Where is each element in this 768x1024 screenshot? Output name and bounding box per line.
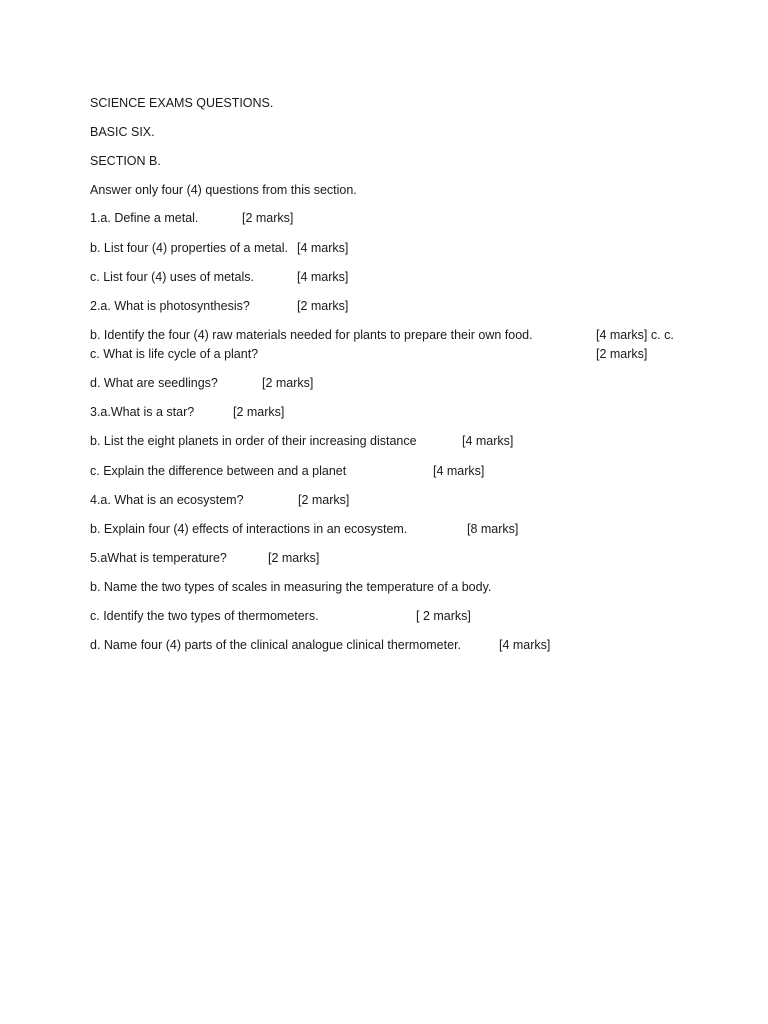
question-2b-marks: [4 marks] c. c.	[596, 328, 674, 342]
question-5c: c. Identify the two types of thermometers.	[90, 609, 319, 623]
question-2a-marks: [2 marks]	[297, 299, 349, 313]
question-1b-marks: [4 marks]	[297, 241, 349, 255]
question-2d-marks: [2 marks]	[262, 376, 314, 390]
question-4b: b. Explain four (4) effects of interactions in an ecosystem.	[90, 522, 408, 536]
question-3b: b. List the eight planets in order of their increasing distance	[90, 434, 417, 448]
question-1a: 1.a. Define a metal.	[90, 211, 199, 225]
question-5d-marks: [4 marks]	[499, 638, 551, 652]
question-2d: d. What are seedlings?	[90, 376, 218, 390]
question-5c-marks: [ 2 marks]	[416, 609, 471, 623]
question-1c-marks: [4 marks]	[297, 270, 349, 284]
question-5b: b. Name the two types of scales in measuring the temperature of a body.	[90, 580, 492, 594]
question-4a: 4.a. What is an ecosystem?	[90, 493, 244, 507]
question-3c: c. Explain the difference between and a planet	[90, 464, 347, 478]
question-5d: d. Name four (4) parts of the clinical analogue clinical thermometer.	[90, 638, 462, 652]
question-1b: b. List four (4) properties of a metal.	[90, 241, 289, 255]
question-5a-marks: [2 marks]	[268, 551, 320, 565]
class-level: BASIC SIX.	[90, 125, 155, 139]
question-3c-marks: [4 marks]	[433, 464, 485, 478]
question-2c-marks: [2 marks]	[596, 347, 648, 361]
question-2c: c. What is life cycle of a plant?	[90, 347, 259, 361]
question-2a: 2.a. What is photosynthesis?	[90, 299, 250, 313]
question-1a-marks: [2 marks]	[242, 211, 294, 225]
question-3a: 3.a.What is a star?	[90, 405, 195, 419]
document-title: SCIENCE EXAMS QUESTIONS.	[90, 96, 274, 110]
question-5a: 5.aWhat is temperature?	[90, 551, 227, 565]
question-2b: b. Identify the four (4) raw materials needed for plants to prepare their own food.	[90, 328, 533, 342]
instruction-text: Answer only four (4) questions from this section.	[90, 183, 357, 197]
question-4b-marks: [8 marks]	[467, 522, 519, 536]
question-1c: c. List four (4) uses of metals.	[90, 270, 254, 284]
question-3a-marks: [2 marks]	[233, 405, 285, 419]
question-4a-marks: [2 marks]	[298, 493, 350, 507]
question-3b-marks: [4 marks]	[462, 434, 514, 448]
section-heading: SECTION B.	[90, 154, 161, 168]
